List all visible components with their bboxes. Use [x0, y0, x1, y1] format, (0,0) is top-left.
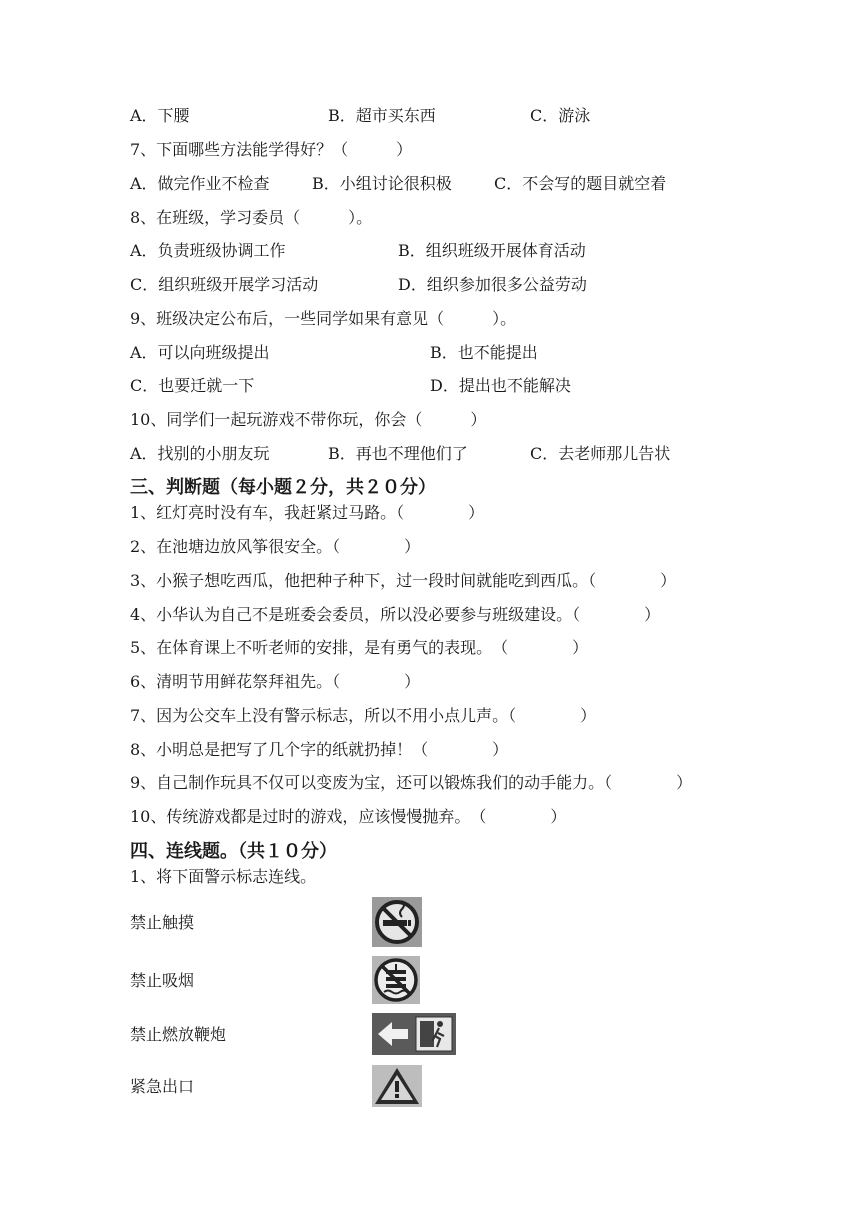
- q7-option-b: B．小组讨论很积极: [312, 174, 452, 193]
- no-fireworks-sign-icon: [372, 956, 420, 1004]
- q8-stem: 8、在班级，学习委员（ ）。: [130, 208, 373, 227]
- q6-option-a: A．下腰: [130, 106, 190, 125]
- q10-option-c: C．去老师那儿告状: [530, 444, 671, 463]
- match-label-emergency-exit: 紧急出口: [130, 1077, 195, 1096]
- match-instruction: 1、将下面警示标志连线。: [130, 867, 317, 886]
- q7-option-a: A．做完作业不检查: [130, 174, 270, 193]
- judge-item-9: 9、自己制作玩具不仅可以变废为宝，还可以锻炼我们的动手能力。（ ）: [130, 773, 693, 792]
- judge-item-10: 10、传统游戏都是过时的游戏，应该慢慢抛弃。 （ ）: [130, 807, 567, 826]
- judge-item-8: 8、小明总是把写了几个字的纸就扔掉！（ ）: [130, 740, 509, 759]
- q7-option-c: C．不会写的题目就空着: [494, 174, 667, 193]
- q9-option-b: B．也不能提出: [430, 343, 538, 362]
- warning-triangle-sign-icon: [372, 1065, 422, 1107]
- judge-item-5: 5、在体育课上不听老师的安排，是有勇气的表现。 （ ）: [130, 638, 589, 657]
- judge-item-4: 4、小华认为自己不是班委会委员，所以没必要参与班级建设。（ ）: [130, 605, 661, 624]
- judge-item-3: 3、小猴子想吃西瓜，他把种子种下，过一段时间就能吃到西瓜。（ ）: [130, 571, 677, 590]
- q8-option-a: A．负责班级协调工作: [130, 241, 286, 260]
- q6-option-b: B．超市买东西: [328, 106, 436, 125]
- match-label-no-touch: 禁止触摸: [130, 913, 195, 932]
- q9-option-d: D．提出也不能解决: [430, 376, 571, 395]
- judge-item-7: 7、因为公交车上没有警示标志，所以不用小点儿声。（ ）: [130, 706, 597, 725]
- q8-option-c: C．组织班级开展学习活动: [130, 275, 319, 294]
- q10-stem: 10、同学们一起玩游戏不带你玩，你会（ ）: [130, 410, 487, 429]
- judge-item-2: 2、在池塘边放风筝很安全。（ ）: [130, 537, 421, 556]
- match-section-heading: 四、连线题。（共１０分）: [130, 841, 337, 862]
- match-label-no-smoking: 禁止吸烟: [130, 971, 195, 990]
- q9-option-a: A．可以向班级提出: [130, 343, 270, 362]
- q8-option-d: D．组织参加很多公益劳动: [398, 275, 587, 294]
- q7-stem: 7、下面哪些方法能学得好？（ ）: [130, 140, 413, 159]
- judge-section-heading: 三、判断题（每小题２分，共２０分）: [130, 477, 436, 498]
- emergency-exit-sign-icon: [372, 1013, 456, 1055]
- q9-option-c: C．也要迁就一下: [130, 376, 255, 395]
- judge-item-6: 6、清明节用鲜花祭拜祖先。（ ）: [130, 672, 421, 691]
- q10-option-b: B．再也不理他们了: [328, 444, 468, 463]
- q6-option-c: C．游泳: [530, 106, 591, 125]
- q10-option-a: A．找别的小朋友玩: [130, 444, 270, 463]
- match-label-no-fireworks: 禁止燃放鞭炮: [130, 1025, 227, 1044]
- q8-option-b: B．组织班级开展体育活动: [398, 241, 586, 260]
- judge-item-1: 1、红灯亮时没有车，我赶紧过马路。（ ）: [130, 503, 485, 522]
- q9-stem: 9、班级决定公布后，一些同学如果有意见（ ）。: [130, 309, 517, 328]
- no-smoking-sign-icon: [372, 897, 422, 947]
